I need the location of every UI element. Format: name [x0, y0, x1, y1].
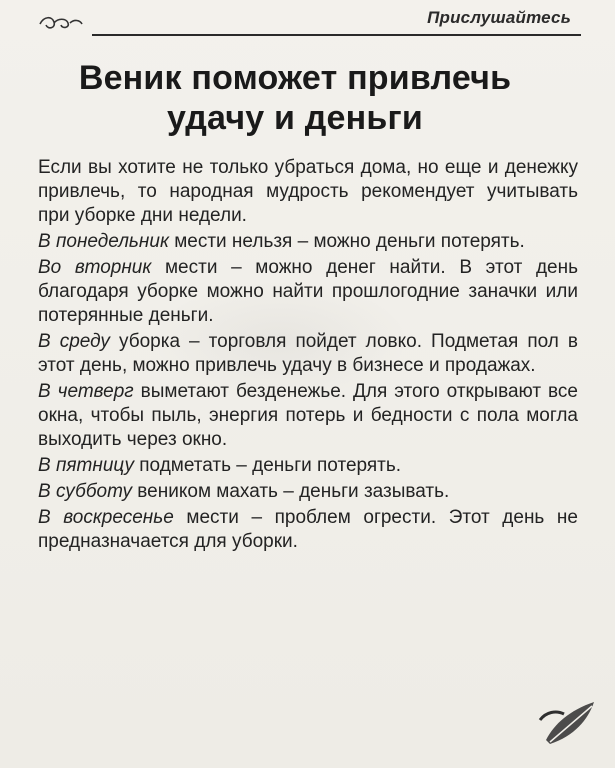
paragraph-lead: В субботу	[38, 481, 133, 502]
paragraph	[38, 230, 578, 254]
section-header	[36, 8, 581, 38]
paragraph-lead: В четверг	[38, 381, 134, 402]
paragraph-lead: В понедельник	[38, 231, 169, 252]
header-rule	[92, 34, 581, 36]
paragraph-text: Если вы хотите не только убраться дома, но еще и денежку привлечь, то народная мудрость рекомендует учитывать при уборке дни недели.	[38, 157, 578, 226]
paragraph-text: выметают безденежье. Для этого открывают все окна, чтобы пыль, энергия потерь и бедности с пола могла выходить через окно.	[38, 381, 578, 450]
paragraph-text: мести – можно денег найти. В этот день благодаря уборке можно найти прошлогодние заначки или потерянные деньги.	[38, 257, 578, 326]
paragraph	[38, 256, 578, 328]
article-body	[38, 156, 578, 556]
paragraph-text: мести нельзя – можно деньги потерять.	[168, 231, 525, 252]
headline-line: удачу и деньги	[167, 99, 423, 137]
paragraph-text: веником махать – деньги зазывать.	[132, 481, 450, 502]
paragraph	[38, 156, 578, 228]
leaf-icon	[536, 690, 600, 750]
paragraph-text: уборка – торговля пойдет ловко. Подметая пол в этот день, можно привлечь удачу в бизнесе и продажах.	[38, 331, 578, 376]
paragraph-lead: В воскресенье	[38, 507, 174, 528]
paragraph-lead: В среду	[38, 331, 110, 352]
paragraph	[38, 454, 578, 478]
ornament-icon	[36, 14, 96, 32]
paragraph	[38, 506, 578, 554]
paragraph-text: мести – проблем огрести. Этот день не предназначается для уборки.	[38, 507, 578, 552]
paragraph-lead: В пятницу	[38, 455, 134, 476]
paragraph-lead: Во вторник	[38, 257, 152, 278]
section-label: Прислушайтесь	[427, 8, 571, 27]
paragraph	[38, 330, 578, 378]
headline-line: Веник поможет привлечь	[78, 59, 512, 97]
paragraph-text: подметать – деньги потерять.	[133, 455, 402, 476]
paragraph	[38, 380, 578, 452]
paragraph	[38, 480, 578, 504]
article-headline	[60, 58, 530, 138]
